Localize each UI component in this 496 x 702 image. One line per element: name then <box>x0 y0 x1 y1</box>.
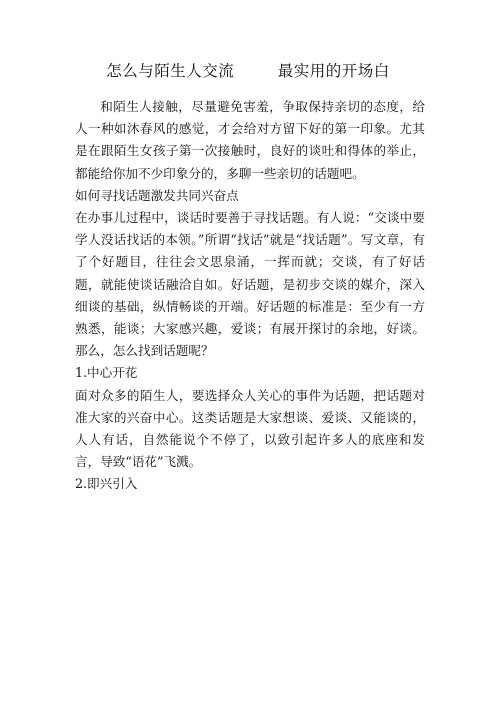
body-paragraph-1: 面对众多的陌生人，要选择众人关心的事件为话题，把话题对准大家的兴奋中心。这类话题是大家想谈、爱谈、又能谈的，人人有话，自然能说个不停了，以致引起许多人的底座和发言，导致“语花”飞溅。 <box>75 387 425 470</box>
subheading-2: 2.即兴引入 <box>75 476 138 492</box>
document-body <box>75 96 425 496</box>
body-paragraph: 在办事儿过程中，谈话时要善于寻找话题。有人说：“交谈中要学人没话找话的本领。”所谓“找话”就是“找话题”。写文章，有了个好题目，往往会文思泉涌，一挥而就；交谈，有了好话题，就能使谈话融洽自如。好话题，是初步交谈的媒介，深入细谈的基础，纵情畅谈的开端。好话题的标准是：至少有一方熟悉，能谈；大家感兴趣，爱谈；有展开探讨的余地，好谈。那么，怎么找到话题呢？ <box>75 210 425 359</box>
section-heading: 如何寻找话题激发共同兴奋点 <box>75 187 239 203</box>
subheading-1: 1.中心开花 <box>75 365 138 381</box>
document-title: 怎么与陌生人交流 最实用的开场白 <box>106 62 390 80</box>
intro-paragraph: 和陌生人接触，尽量避免害羞，争取保持亲切的态度，给人一种如沐春风的感觉，才会给对方留下好的第一印象。尤其是在跟陌生女孩子第一次接触时，良好的谈吐和得体的举止，都能给你加不少印象分的，多聊一些亲切的话题吧。 <box>75 99 425 181</box>
